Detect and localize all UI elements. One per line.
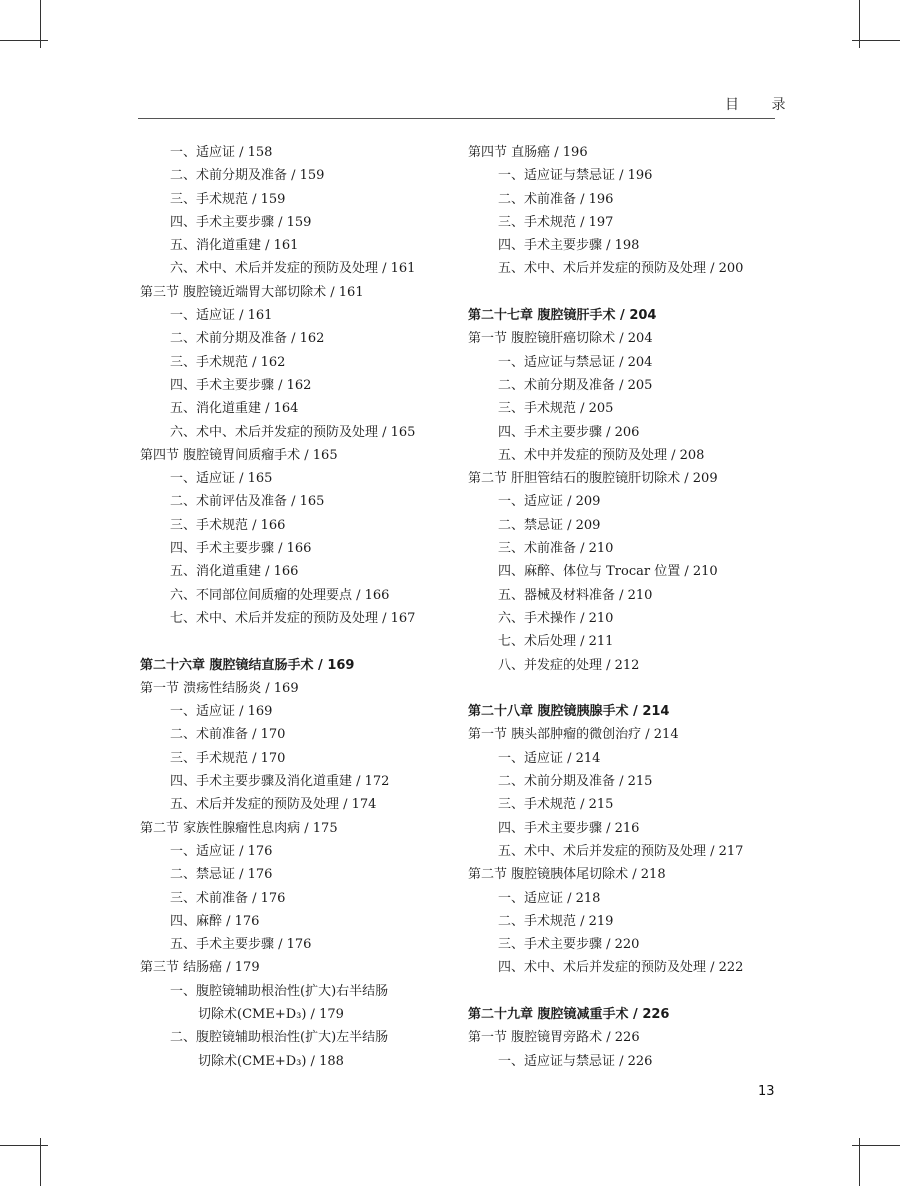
toc-item-entry[interactable]: 一、适应证 / 218 <box>498 890 601 906</box>
toc-item-entry[interactable]: 五、消化道重建 / 164 <box>170 401 299 417</box>
toc-section-entry[interactable]: 第四节 直肠癌 / 196 <box>468 145 588 160</box>
toc-cont-entry[interactable]: 切除术(CME+D₃) / 179 <box>198 1006 344 1022</box>
crop-mark-top-left-h <box>0 40 48 41</box>
toc-item-entry[interactable]: 三、术前准备 / 176 <box>170 890 286 906</box>
toc-item-entry[interactable]: 一、适应证与禁忌证 / 226 <box>498 1053 653 1069</box>
toc-item-entry[interactable]: 二、术前准备 / 170 <box>170 727 286 743</box>
toc-item-entry[interactable]: 五、消化道重建 / 166 <box>170 564 299 580</box>
toc-section-entry[interactable]: 第一节 腹腔镜胃旁路术 / 226 <box>468 1030 640 1046</box>
toc-item-entry[interactable]: 一、适应证与禁忌证 / 204 <box>498 354 653 370</box>
toc-item-entry[interactable]: 二、术前评估及准备 / 165 <box>170 494 325 510</box>
toc-item-entry[interactable]: 三、手术规范 / 170 <box>170 750 286 766</box>
crop-mark-bottom-right-h <box>852 1145 900 1146</box>
toc-chapter-entry[interactable]: 第二十七章 腹腔镜肝手术 / 204 <box>468 308 657 324</box>
toc-item-entry[interactable]: 二、手术规范 / 219 <box>498 913 614 929</box>
toc-section-entry[interactable]: 第三节 结肠癌 / 179 <box>140 960 260 976</box>
toc-item-entry[interactable]: 一、适应证 / 176 <box>170 843 273 859</box>
toc-item-entry[interactable]: 五、术后并发症的预防及处理 / 174 <box>170 797 377 813</box>
toc-item-entry[interactable]: 一、适应证与禁忌证 / 196 <box>498 168 653 184</box>
toc-item-entry[interactable]: 五、器械及材料准备 / 210 <box>498 587 653 603</box>
toc-item-entry[interactable]: 三、手术规范 / 166 <box>170 517 286 533</box>
toc-item-entry[interactable]: 五、术中、术后并发症的预防及处理 / 200 <box>498 261 744 277</box>
toc-item-entry[interactable]: 四、手术主要步骤 / 216 <box>498 820 640 836</box>
toc-item-entry[interactable]: 一、适应证 / 158 <box>170 145 273 160</box>
header-rule <box>138 118 775 119</box>
toc-item-entry[interactable]: 二、术前分期及准备 / 159 <box>170 168 325 184</box>
toc-item-entry[interactable]: 五、消化道重建 / 161 <box>170 238 299 254</box>
toc-item-entry[interactable]: 四、手术主要步骤 / 159 <box>170 214 312 230</box>
toc-section-entry[interactable]: 第一节 腹腔镜肝癌切除术 / 204 <box>468 331 653 347</box>
toc-section-entry[interactable]: 第四节 腹腔镜胃间质瘤手术 / 165 <box>140 447 338 463</box>
toc-cont-entry[interactable]: 切除术(CME+D₃) / 188 <box>198 1053 344 1069</box>
toc-chapter-entry[interactable]: 第二十八章 腹腔镜胰腺手术 / 214 <box>468 704 670 720</box>
toc-item-entry[interactable]: 三、术前准备 / 210 <box>498 541 614 557</box>
crop-mark-bottom-left-h <box>0 1145 48 1146</box>
toc-item-entry[interactable]: 八、并发症的处理 / 212 <box>498 657 640 673</box>
toc-spacer <box>468 677 788 700</box>
toc-item-entry[interactable]: 四、手术主要步骤 / 206 <box>498 424 640 440</box>
toc-item-entry[interactable]: 一、适应证 / 209 <box>498 494 601 510</box>
toc-item-entry[interactable]: 三、手术规范 / 215 <box>498 797 614 813</box>
toc-item-entry[interactable]: 七、术后处理 / 211 <box>498 634 614 650</box>
toc-chapter-entry[interactable]: 第二十六章 腹腔镜结直肠手术 / 169 <box>140 657 355 673</box>
toc-item-entry[interactable]: 二、腹腔镜辅助根治性(扩大)左半结肠 <box>170 1030 389 1046</box>
toc-item-entry[interactable]: 二、禁忌证 / 176 <box>170 867 273 883</box>
toc-item-entry[interactable]: 四、手术主要步骤 / 166 <box>170 541 312 557</box>
toc-spacer <box>140 630 460 653</box>
toc-item-entry[interactable]: 一、适应证 / 161 <box>170 308 273 324</box>
toc-item-entry[interactable]: 二、术前分期及准备 / 215 <box>498 774 653 790</box>
toc-section-entry[interactable]: 第一节 胰头部肿瘤的微创治疗 / 214 <box>468 727 679 743</box>
toc-item-entry[interactable]: 五、术中并发症的预防及处理 / 208 <box>498 447 705 463</box>
toc-spacer <box>468 980 788 1003</box>
toc-item-entry[interactable]: 六、术中、术后并发症的预防及处理 / 165 <box>170 424 416 440</box>
toc-item-entry[interactable]: 七、术中、术后并发症的预防及处理 / 167 <box>170 610 416 626</box>
toc-chapter-entry[interactable]: 第二十九章 腹腔镜减重手术 / 226 <box>468 1006 670 1022</box>
toc-section-entry[interactable]: 第二节 家族性腺瘤性息肉病 / 175 <box>140 820 338 836</box>
toc-item-entry[interactable]: 二、禁忌证 / 209 <box>498 517 601 533</box>
toc-item-entry[interactable]: 三、手术规范 / 159 <box>170 191 286 207</box>
toc-item-entry[interactable]: 三、手术规范 / 162 <box>170 354 286 370</box>
toc-item-entry[interactable]: 二、术前分期及准备 / 162 <box>170 331 325 347</box>
page-number: 13 <box>758 1084 775 1099</box>
toc-item-entry[interactable]: 一、适应证 / 214 <box>498 750 601 766</box>
toc-item-entry[interactable]: 六、不同部位间质瘤的处理要点 / 166 <box>170 587 390 603</box>
toc-item-entry[interactable]: 四、麻醉 / 176 <box>170 913 260 929</box>
toc-item-entry[interactable]: 一、适应证 / 169 <box>170 704 273 720</box>
toc-item-entry[interactable]: 二、术前分期及准备 / 205 <box>498 377 653 393</box>
toc-section-entry[interactable]: 第二节 腹腔镜胰体尾切除术 / 218 <box>468 867 666 883</box>
toc-item-entry[interactable]: 四、手术主要步骤 / 162 <box>170 377 312 393</box>
toc-item-entry[interactable]: 四、麻醉、体位与 Trocar 位置 / 210 <box>498 564 718 580</box>
toc-right-column <box>468 141 788 1073</box>
toc-left-column <box>140 141 460 1073</box>
toc-item-entry[interactable]: 三、手术主要步骤 / 220 <box>498 937 640 953</box>
toc-spacer <box>468 281 788 304</box>
toc-item-entry[interactable]: 五、手术主要步骤 / 176 <box>170 937 312 953</box>
toc-item-entry[interactable]: 三、手术规范 / 197 <box>498 214 614 230</box>
toc-section-entry[interactable]: 第二节 肝胆管结石的腹腔镜肝切除术 / 209 <box>468 471 718 487</box>
toc-item-entry[interactable]: 四、手术主要步骤 / 198 <box>498 238 640 254</box>
toc-item-entry[interactable]: 六、术中、术后并发症的预防及处理 / 161 <box>170 261 416 277</box>
toc-item-entry[interactable]: 一、腹腔镜辅助根治性(扩大)右半结肠 <box>170 983 389 999</box>
toc-item-entry[interactable]: 一、适应证 / 165 <box>170 471 273 487</box>
toc-item-entry[interactable]: 五、术中、术后并发症的预防及处理 / 217 <box>498 843 744 859</box>
running-header-title: 目 录 <box>725 97 800 113</box>
toc-item-entry[interactable]: 四、术中、术后并发症的预防及处理 / 222 <box>498 960 744 976</box>
toc-section-entry[interactable]: 第三节 腹腔镜近端胃大部切除术 / 161 <box>140 284 364 300</box>
toc-item-entry[interactable]: 三、手术规范 / 205 <box>498 401 614 417</box>
toc-item-entry[interactable]: 四、手术主要步骤及消化道重建 / 172 <box>170 774 390 790</box>
toc-section-entry[interactable]: 第一节 溃疡性结肠炎 / 169 <box>140 680 299 696</box>
toc-item-entry[interactable]: 二、术前准备 / 196 <box>498 191 614 207</box>
toc-item-entry[interactable]: 六、手术操作 / 210 <box>498 610 614 626</box>
crop-mark-top-right-h <box>852 40 900 41</box>
